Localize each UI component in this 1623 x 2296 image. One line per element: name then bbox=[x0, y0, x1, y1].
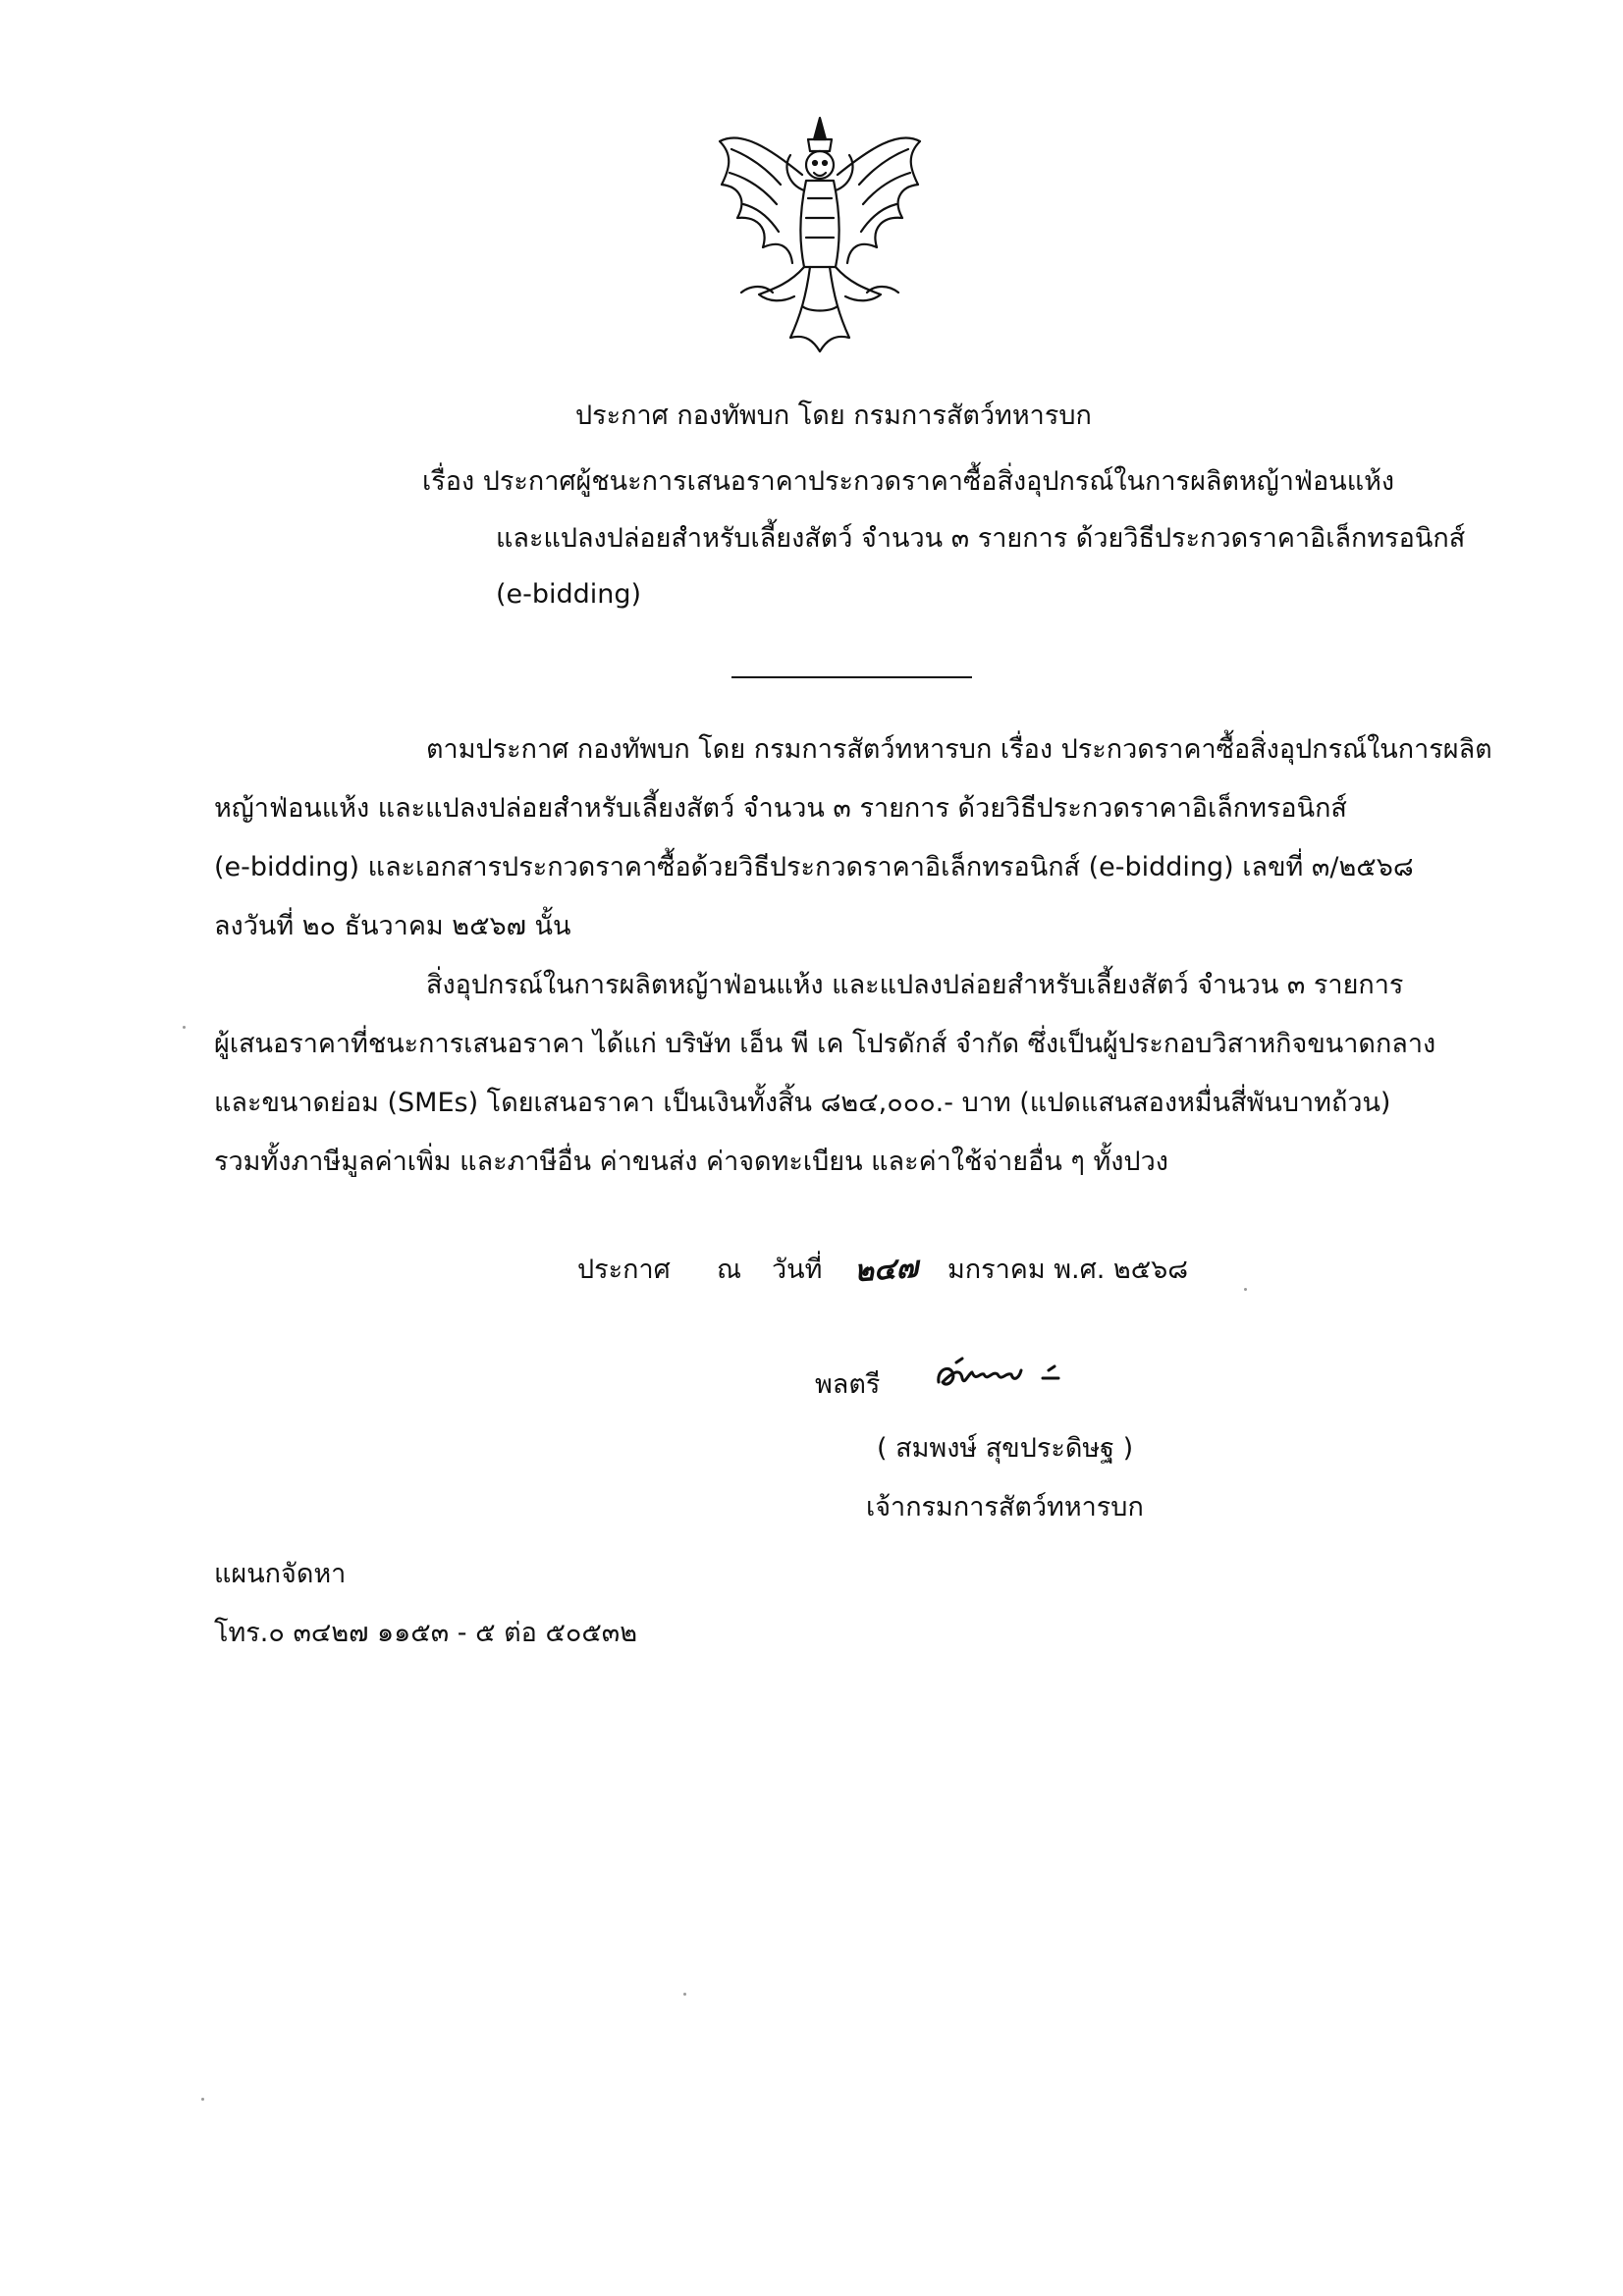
scan-speck bbox=[201, 2098, 204, 2101]
rank-label: พลตรี bbox=[815, 1369, 881, 1400]
para2-line-4: รวมทั้งภาษีมูลค่าเพิ่ม และภาษีอื่น ค่าขนส่ง ค่าจดทะเบียน และค่าใช้จ่ายอื่น ๆ ทั้งปวง bbox=[214, 1147, 1168, 1177]
dateline-day-label: วันที่ bbox=[772, 1255, 823, 1285]
dateline-day-handwritten: ๒๔๗ bbox=[852, 1250, 920, 1290]
garuda-emblem-icon bbox=[712, 110, 928, 355]
para1-line-3: (e-bidding) และเอกสารประกวดราคาซื้อด้วยวิธีประกวดราคาอิเล็กทรอนิกส์ (e-bidding) เลขที่ ๓/๒๕๖๘ bbox=[214, 852, 1414, 882]
dateline-at: ณ bbox=[717, 1255, 742, 1285]
para1-line-2: หญ้าฟ่อนแห้ง และแปลงปล่อยสำหรับเลี้ยงสัตว์ จำนวน ๓ รายการ ด้วยวิธีประกวดราคาอิเล็กทรอนิกส์ bbox=[214, 793, 1347, 824]
dateline-announce: ประกาศ bbox=[577, 1255, 671, 1285]
subject-line-3: (e-bidding) bbox=[496, 579, 642, 610]
title-divider bbox=[731, 676, 972, 678]
subject-line-2: และแปลงปล่อยสำหรับเลี้ยงสัตว์ จำนวน ๓ รายการ ด้วยวิธีประกวดราคาอิเล็กทรอนิกส์ bbox=[496, 523, 1466, 554]
dateline-month-year: มกราคม พ.ศ. ๒๕๖๘ bbox=[947, 1255, 1189, 1285]
phone-contact: โทร.๐ ๓๔๒๗ ๑๑๕๓ - ๕ ต่อ ๕๐๕๓๒ bbox=[214, 1618, 638, 1648]
subject-line-1: เรื่อง ประกาศผู้ชนะการเสนอราคาประกวดราคาซื้อสิ่งอุปกรณ์ในการผลิตหญ้าฟ่อนแห้ง bbox=[422, 466, 1395, 497]
signatory-position: เจ้ากรมการสัตว์ทหารบก bbox=[866, 1492, 1144, 1522]
scan-speck bbox=[183, 1026, 186, 1029]
para2-line-1: สิ่งอุปกรณ์ในการผลิตหญ้าฟ่อนแห้ง และแปลงปล่อยสำหรับเลี้ยงสัตว์ จำนวน ๓ รายการ bbox=[426, 970, 1404, 1000]
department-label: แผนกจัดหา bbox=[214, 1559, 347, 1589]
signatory-name: ( สมพงษ์ สุขประดิษฐ ) bbox=[877, 1433, 1134, 1464]
announcement-title: ประกาศ กองทัพบก โดย กรมการสัตว์ทหารบก bbox=[575, 400, 1092, 431]
handwritten-signature bbox=[933, 1353, 1070, 1402]
para2-line-3: และขนาดย่อม (SMEs) โดยเสนอราคา เป็นเงินทั้งสิ้น ๘๒๔,๐๐๐.- บาท (แปดแสนสองหมื่นสี่พันบาทถ้วน) bbox=[214, 1088, 1391, 1118]
para1-line-1: ตามประกาศ กองทัพบก โดย กรมการสัตว์ทหารบก เรื่อง ประกวดราคาซื้อสิ่งอุปกรณ์ในการผลิต bbox=[426, 734, 1492, 765]
scan-speck bbox=[1244, 1288, 1247, 1291]
para1-line-4: ลงวันที่ ๒๐ ธันวาคม ๒๕๖๗ นั้น bbox=[214, 911, 571, 941]
scan-speck bbox=[683, 1993, 686, 1996]
para2-line-2: ผู้เสนอราคาที่ชนะการเสนอราคา ได้แก่ บริษัท เอ็น พี เค โปรดักส์ จำกัด ซึ่งเป็นผู้ประกอบวิสาหกิจขนาดกลาง bbox=[214, 1029, 1436, 1059]
